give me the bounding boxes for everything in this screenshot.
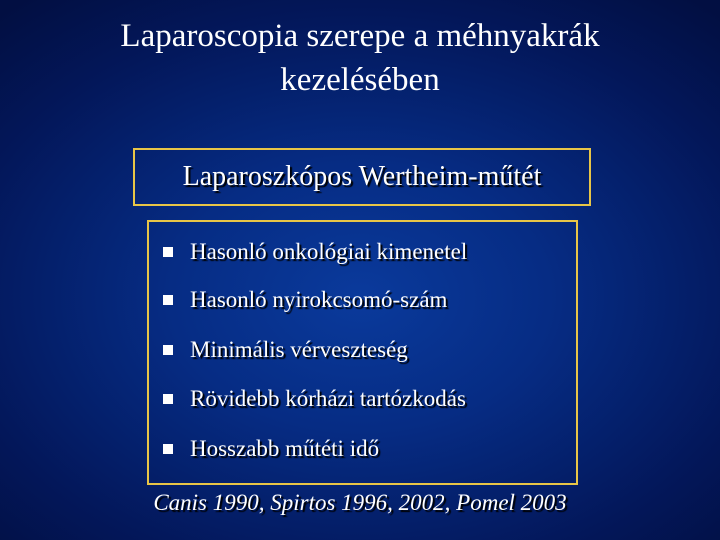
list-item-text: Hosszabb műtéti idő xyxy=(190,436,380,461)
square-bullet-icon xyxy=(163,247,173,257)
list-item xyxy=(163,379,466,419)
subtitle-box xyxy=(133,148,591,206)
list-item xyxy=(163,330,408,370)
square-bullet-icon xyxy=(163,295,173,305)
citation: Canis 1990, Spirtos 1996, 2002, Pomel 2003 xyxy=(153,490,567,515)
list-item-text: Minimális vérveszteség xyxy=(190,337,408,362)
list-item-text: Hasonló nyirokcsomó-szám xyxy=(190,287,448,312)
list-item xyxy=(163,232,467,272)
list-item xyxy=(163,429,379,469)
list-item xyxy=(163,280,447,320)
bullet-list-box xyxy=(147,220,578,485)
slide-title-line-1: Laparoscopia szerepe a méhnyakrák xyxy=(120,18,600,54)
square-bullet-icon xyxy=(163,394,173,404)
list-item-text: Hasonló onkológiai kimenetel xyxy=(190,239,468,264)
square-bullet-icon xyxy=(163,444,173,454)
slide-title-line-2: kezelésében xyxy=(280,62,440,98)
square-bullet-icon xyxy=(163,345,173,355)
slide-title xyxy=(0,14,720,102)
subtitle: Laparoszkópos Wertheim-műtét xyxy=(182,161,542,192)
list-item-text: Rövidebb kórházi tartózkodás xyxy=(190,386,466,411)
